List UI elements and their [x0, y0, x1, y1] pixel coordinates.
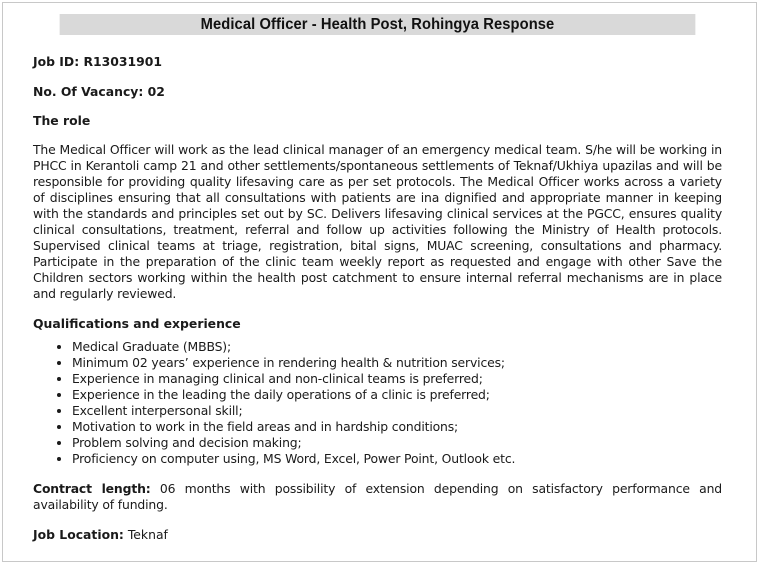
role-heading: The role	[33, 113, 91, 128]
location-label: Job Location:	[33, 527, 124, 542]
page-title: Medical Officer - Health Post, Rohingya Response	[60, 14, 696, 35]
qualification-item: • Experience in managing clinical and non-clinical teams is preferred;	[72, 371, 722, 387]
qualification-item: • Medical Graduate (MBBS);	[72, 339, 722, 355]
job-id: Job ID: R13031901	[33, 54, 162, 69]
role-description: The Medical Officer will work as the lead clinical manager of an emergency medical team. S/he will be working in PHCC in Kerantoli camp 21 and other settlements/spontaneous settlements of Teknaf/Ukhiya upazilas and will be responsible for providing quality lifesaving care as per set protocols. The Medical Officer works across a variety of disciplines ensuring that all consultations with patients are ina dignified and appropriate manner in keeping with the standards and principles set out by SC. Delivers lifesaving clinical services at the PGCC, ensures quality clinical consultations, treatment, referral and follow up activities following the Ministry of Health protocols. Supervised clinical teams at triage, registration, bital signs, MUAC screening, consultations and pharmacy. Participate in the preparation of the clinic team weekly report as requested and engage with other Save the Children sectors working within the health post catchment to ensure internal referral mechanisms are in place and regularly reviewed.	[33, 142, 722, 301]
contract-text: 06 months with possibility of extension depending on satisfactory performance and availability of funding.	[33, 481, 722, 512]
job-location	[33, 527, 722, 543]
job-description	[33, 54, 722, 555]
contract-length	[33, 481, 722, 513]
qualification-item: • Minimum 02 years’ experience in rendering health & nutrition services;	[72, 355, 722, 371]
vacancy-count: No. Of Vacancy: 02	[33, 84, 165, 99]
qualification-item: • Motivation to work in the field areas and in hardship conditions;	[72, 419, 722, 435]
qualification-item: • Experience in the leading the daily operations of a clinic is preferred;	[72, 387, 722, 403]
contract-label: Contract length:	[33, 481, 151, 496]
qualifications-heading: Qualifications and experience	[33, 316, 241, 331]
location-text: Teknaf	[127, 527, 168, 542]
qualification-item: • Excellent interpersonal skill;	[72, 403, 722, 419]
qualifications-list	[33, 339, 722, 467]
qualification-item: • Proficiency on computer using, MS Word, Excel, Power Point, Outlook etc.	[72, 451, 722, 467]
qualification-item: • Problem solving and decision making;	[72, 435, 722, 451]
